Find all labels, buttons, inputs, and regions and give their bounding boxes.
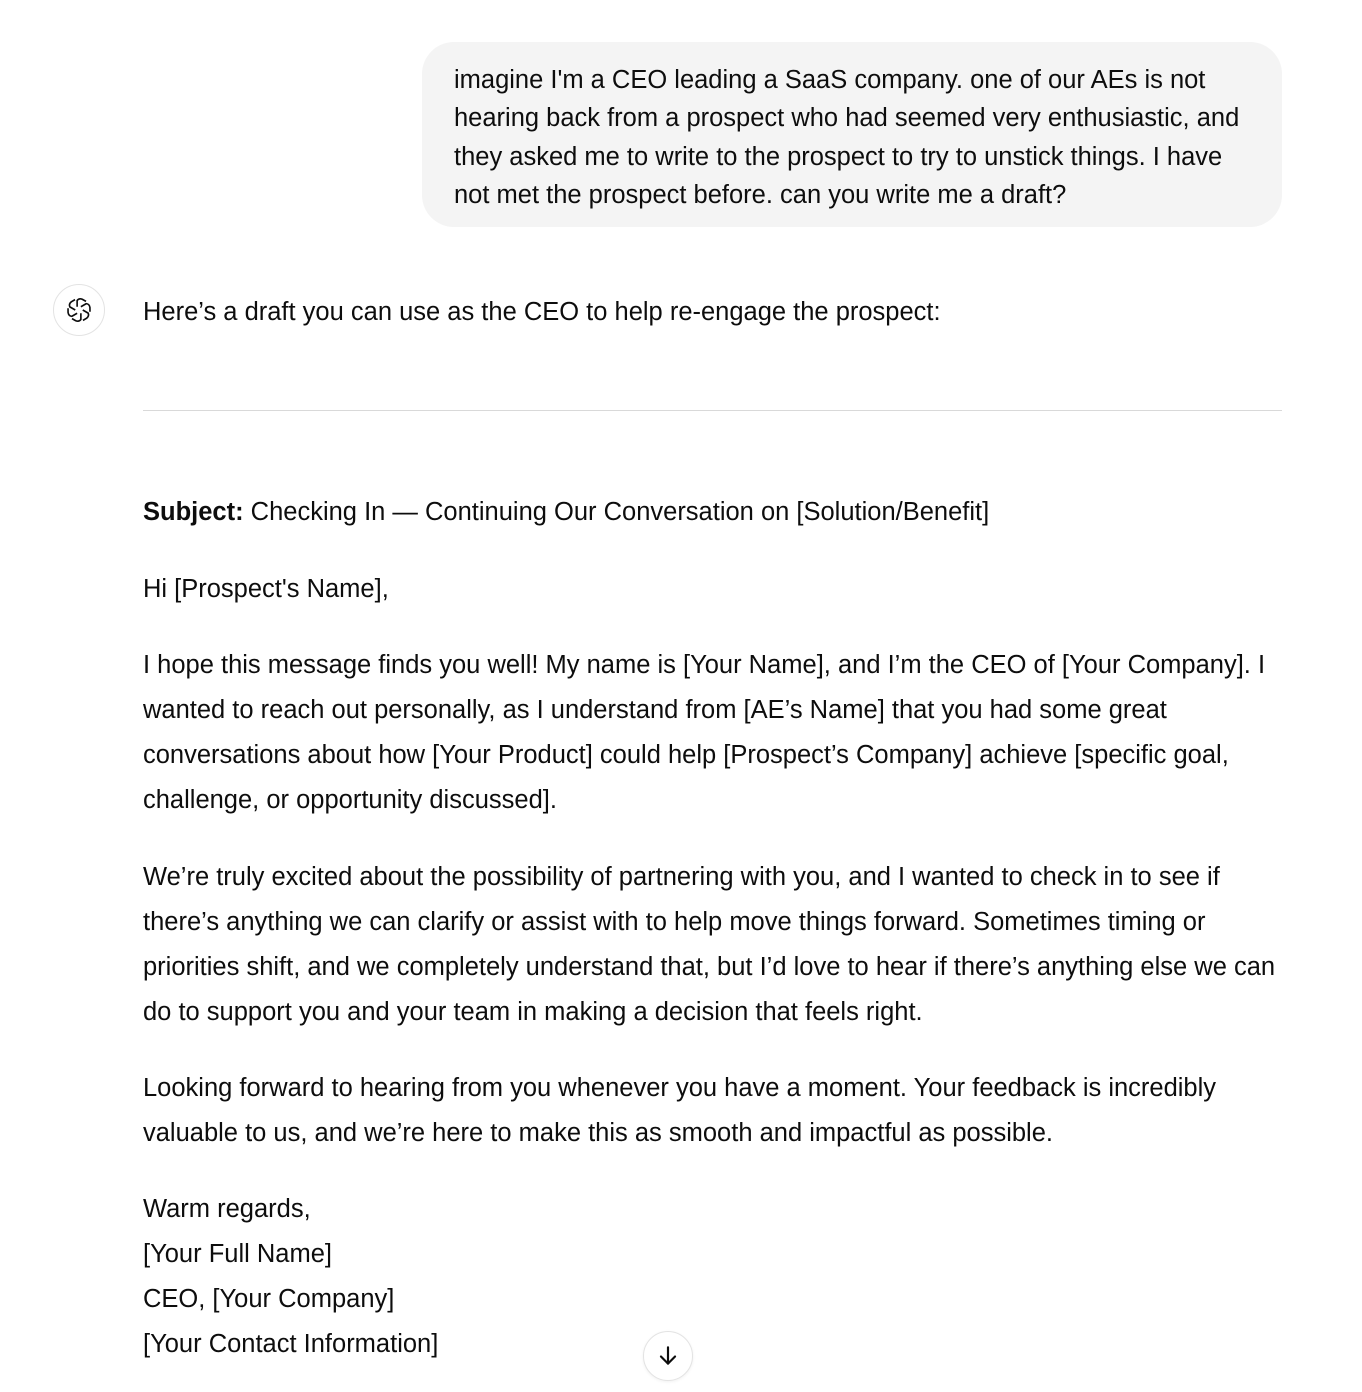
signature-name: [Your Full Name] xyxy=(143,1240,332,1268)
user-message-bubble xyxy=(422,42,1282,227)
email-paragraph-1: I hope this message finds you well! My name is [Your Name], and I’m the CEO of [Your Company]. I wanted to reach out personally, as I understand from [AE’s Name] that you had some great conversations about how [Your Product] could help [Prospect’s Company] achieve [specific goal, challenge, or opportunity discussed]. xyxy=(143,651,1266,814)
signature-title: CEO, [Your Company] xyxy=(143,1285,395,1313)
email-greeting: Hi [Prospect's Name], xyxy=(143,575,389,603)
signature-contact: [Your Contact Information] xyxy=(143,1330,439,1358)
assistant-avatar xyxy=(53,284,105,336)
email-subject-line xyxy=(143,493,1282,531)
email-signature xyxy=(143,1187,1282,1367)
email-subject-label: Subject: xyxy=(143,498,244,526)
user-message-text: imagine I'm a CEO leading a SaaS company. one of our AEs is not hearing back from a prospect who had seemed very enthusiastic, and they asked me to write to the prospect to try to unstick things. I have not met the prospect before. can you write me a draft? xyxy=(454,66,1240,209)
email-paragraph-3: Looking forward to hearing from you whenever you have a moment. Your feedback is incredibly valuable to us, and we’re here to make this as smooth and impactful as possible. xyxy=(143,1074,1217,1147)
signature-closing: Warm regards, xyxy=(143,1195,311,1223)
email-paragraph-2: We’re truly excited about the possibility of partnering with you, and I wanted to check in to see if there’s anything we can clarify or assist with to help move things forward. Sometimes timing or priorities shift, and we completely understand that, but I’d love to hear if there’s anything else we can do to support you and your team in making a decision that feels right. xyxy=(143,863,1276,1026)
arrow-down-icon xyxy=(655,1343,681,1369)
openai-logo-icon xyxy=(64,295,94,325)
assistant-intro-text: Here’s a draft you can use as the CEO to help re-engage the prospect: xyxy=(143,298,941,326)
scroll-to-bottom-button[interactable] xyxy=(643,1331,693,1381)
horizontal-divider xyxy=(143,410,1282,411)
email-subject-text: Checking In — Continuing Our Conversation on [Solution/Benefit] xyxy=(243,498,990,526)
